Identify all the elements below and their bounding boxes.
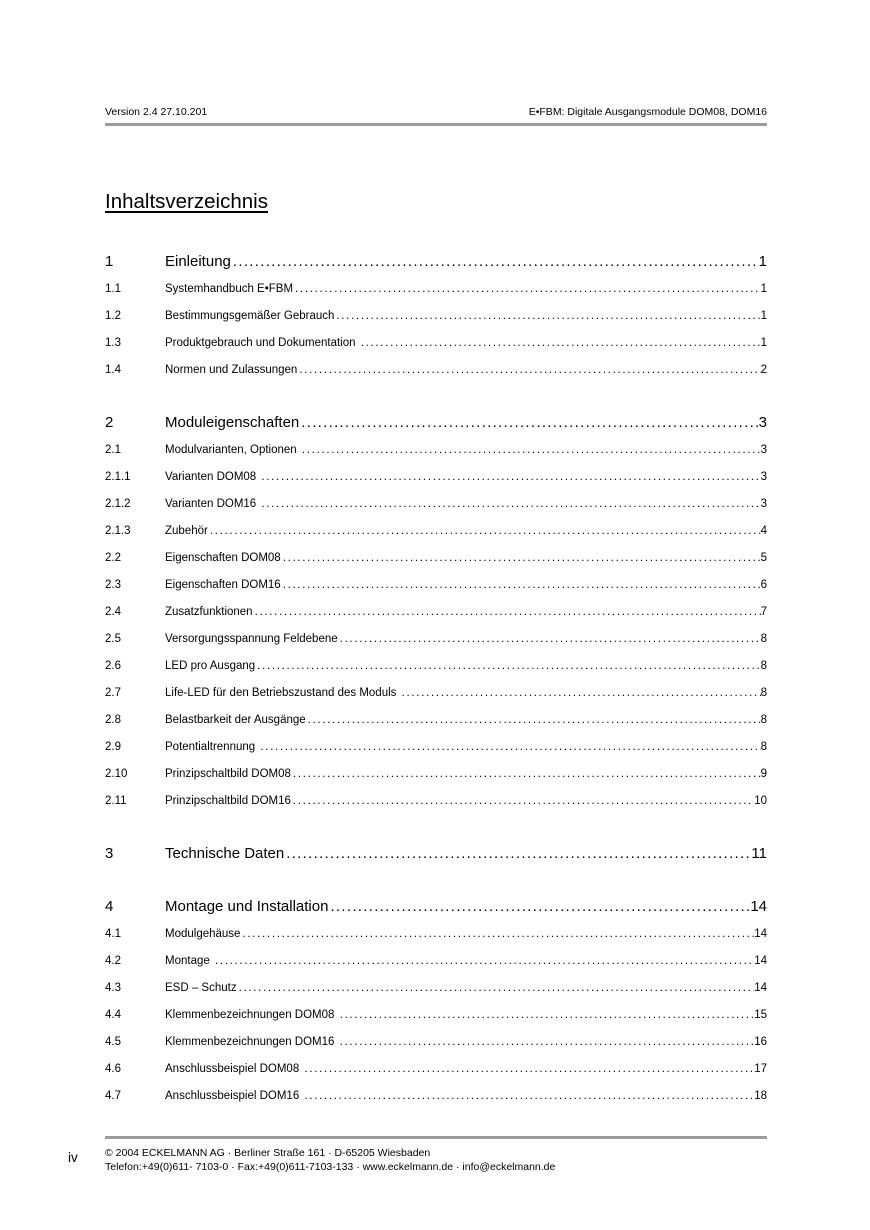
toc-entry-label: Bestimmungsgemäßer Gebrauch bbox=[165, 310, 335, 322]
toc-entry-number: 2.1.1 bbox=[105, 471, 131, 483]
dot-leader bbox=[299, 409, 758, 437]
toc-entry-label: ESD – Schutz bbox=[165, 982, 237, 994]
toc-entry-number: 2.3 bbox=[105, 579, 121, 591]
toc-entry-label: Technische Daten bbox=[165, 845, 285, 862]
toc-entry-number: 2.10 bbox=[105, 768, 128, 780]
toc-entry-label: Life-LED für den Betriebszustand des Moduls bbox=[165, 687, 400, 699]
toc-entry bbox=[105, 1002, 767, 1029]
page-number: iv bbox=[68, 1150, 78, 1165]
toc-entry-page: 14 bbox=[750, 898, 767, 915]
dot-leader bbox=[258, 734, 760, 761]
toc-entry-label: Varianten DOM08 bbox=[165, 471, 260, 483]
toc-entry-page: 14 bbox=[754, 928, 767, 940]
page-title: Inhaltsverzeichnis bbox=[105, 190, 268, 213]
toc-entry-number: 4.5 bbox=[105, 1036, 121, 1048]
toc-entry bbox=[105, 680, 767, 707]
toc-entry-number: 2.4 bbox=[105, 606, 121, 618]
toc-entry-label: Klemmenbezeichnungen DOM08 bbox=[165, 1009, 338, 1021]
dot-leader bbox=[237, 975, 755, 1002]
toc-entry-page: 8 bbox=[760, 687, 767, 699]
toc-entry-number: 2.1.2 bbox=[105, 498, 131, 510]
footer-contact-line: Telefon:+49(0)611- 7103-0 · Fax:+49(0)611-7103-133 · www.eckelmann.de · info@eckelmann.de bbox=[105, 1161, 556, 1173]
toc-entry-number: 1.2 bbox=[105, 310, 121, 322]
toc-entry-page: 8 bbox=[760, 633, 767, 645]
toc-entry-page: 8 bbox=[760, 741, 767, 753]
toc-entry-page: 3 bbox=[760, 471, 767, 483]
toc-entry-label: Zubehör bbox=[165, 525, 208, 537]
toc-entry-page: 15 bbox=[754, 1009, 767, 1021]
footer-rule bbox=[105, 1136, 767, 1139]
toc-entry-label: Modulvarianten, Optionen bbox=[165, 444, 300, 456]
dot-leader bbox=[291, 788, 754, 815]
header-document-title: E•FBM: Digitale Ausgangsmodule DOM08, DOM16 bbox=[528, 106, 767, 118]
dot-leader bbox=[208, 518, 761, 545]
toc-entry-label: Montage und Installation bbox=[165, 898, 329, 915]
dot-leader bbox=[306, 707, 761, 734]
toc-entry bbox=[105, 788, 767, 815]
toc-entry-label: LED pro Ausgang bbox=[165, 660, 256, 672]
toc-entry-number: 4.3 bbox=[105, 982, 121, 994]
toc-entry-number: 4.1 bbox=[105, 928, 121, 940]
toc-entry-page: 17 bbox=[754, 1063, 767, 1075]
toc-entry bbox=[105, 330, 767, 357]
dot-leader bbox=[334, 303, 760, 330]
toc-entry-number: 3 bbox=[105, 845, 114, 862]
toc-entry-label: Moduleigenschaften bbox=[165, 414, 300, 431]
toc-entry bbox=[105, 626, 767, 653]
toc-entry bbox=[105, 734, 767, 761]
toc-entry bbox=[105, 948, 767, 975]
toc-entry bbox=[105, 761, 767, 788]
toc-entry-page: 1 bbox=[758, 253, 767, 270]
dot-leader bbox=[240, 921, 754, 948]
toc-entry-number: 4.7 bbox=[105, 1090, 121, 1102]
toc-entry bbox=[105, 1083, 767, 1110]
dot-leader bbox=[338, 1002, 755, 1029]
toc-entry bbox=[105, 599, 767, 626]
toc-entry bbox=[105, 840, 767, 868]
toc-entry-page: 5 bbox=[760, 552, 767, 564]
toc-entry-number: 1.3 bbox=[105, 337, 121, 349]
dot-leader bbox=[281, 572, 761, 599]
toc-entry bbox=[105, 303, 767, 330]
toc-entry bbox=[105, 1029, 767, 1056]
toc-entry-page: 9 bbox=[760, 768, 767, 780]
toc-entry-page: 3 bbox=[760, 444, 767, 456]
header-rule bbox=[105, 123, 767, 126]
toc-entry-label: Systemhandbuch E•FBM bbox=[165, 283, 294, 295]
toc-entry-label: Produktgebrauch und Dokumentation bbox=[165, 337, 359, 349]
toc-entry-number: 2.9 bbox=[105, 741, 121, 753]
toc-entry-page: 1 bbox=[760, 337, 767, 349]
toc-entry bbox=[105, 357, 767, 384]
toc-entry-page: 14 bbox=[754, 982, 767, 994]
dot-leader bbox=[297, 357, 760, 384]
toc-entry-label: Prinzipschaltbild DOM08 bbox=[165, 768, 291, 780]
toc-entry-number: 2.1.3 bbox=[105, 525, 131, 537]
toc-entry-page: 16 bbox=[754, 1036, 767, 1048]
toc-entry-label: Varianten DOM16 bbox=[165, 498, 260, 510]
toc-entry-number: 2.11 bbox=[105, 795, 127, 807]
dot-leader bbox=[328, 893, 750, 921]
dot-leader bbox=[259, 491, 760, 518]
dot-leader bbox=[293, 276, 761, 303]
toc-entry-label: Eigenschaften DOM16 bbox=[165, 579, 281, 591]
dot-leader bbox=[400, 680, 761, 707]
toc-entry-number: 2.8 bbox=[105, 714, 121, 726]
toc-entry-number: 2.2 bbox=[105, 552, 121, 564]
dot-leader bbox=[231, 248, 759, 276]
toc-entry-page: 4 bbox=[760, 525, 767, 537]
toc-entry-number: 1 bbox=[105, 253, 114, 270]
dot-leader bbox=[213, 948, 754, 975]
toc-entry-number: 4 bbox=[105, 898, 114, 915]
toc-entry-label: Normen und Zulassungen bbox=[165, 364, 298, 376]
toc-entry-page: 2 bbox=[760, 364, 767, 376]
table-of-contents bbox=[105, 248, 767, 1110]
toc-entry bbox=[105, 653, 767, 680]
toc-entry-number: 2.6 bbox=[105, 660, 121, 672]
toc-entry bbox=[105, 464, 767, 491]
toc-entry bbox=[105, 276, 767, 303]
toc-entry bbox=[105, 572, 767, 599]
toc-entry-number: 2.7 bbox=[105, 687, 121, 699]
toc-entry-number: 1.4 bbox=[105, 364, 121, 376]
toc-entry-label: Einleitung bbox=[165, 253, 231, 270]
toc-entry bbox=[105, 975, 767, 1002]
footer-copyright-line: © 2004 ECKELMANN AG · Berliner Straße 161 · D-65205 Wiesbaden bbox=[105, 1147, 431, 1159]
toc-entry-page: 1 bbox=[760, 283, 767, 295]
toc-entry bbox=[105, 893, 767, 921]
dot-leader bbox=[259, 464, 760, 491]
toc-entry-label: Zusatzfunktionen bbox=[165, 606, 253, 618]
toc-entry-page: 8 bbox=[760, 714, 767, 726]
toc-entry bbox=[105, 1056, 767, 1083]
dot-leader bbox=[359, 330, 761, 357]
toc-entry-number: 2.1 bbox=[105, 444, 121, 456]
toc-entry-number: 2 bbox=[105, 414, 114, 431]
toc-entry-page: 8 bbox=[760, 660, 767, 672]
toc-entry-label: Modulgehäuse bbox=[165, 928, 241, 940]
page-footer bbox=[105, 1146, 555, 1174]
toc-entry-number: 4.4 bbox=[105, 1009, 121, 1021]
toc-entry-label: Klemmenbezeichnungen DOM16 bbox=[165, 1036, 338, 1048]
dot-leader bbox=[284, 840, 751, 868]
toc-entry-number: 2.5 bbox=[105, 633, 121, 645]
toc-entry-label: Eigenschaften DOM08 bbox=[165, 552, 281, 564]
toc-entry-label: Anschlussbeispiel DOM08 bbox=[165, 1063, 303, 1075]
dot-leader bbox=[281, 545, 761, 572]
toc-entry-number: 4.6 bbox=[105, 1063, 121, 1075]
toc-entry-page: 6 bbox=[760, 579, 767, 591]
toc-entry bbox=[105, 707, 767, 734]
dot-leader bbox=[253, 599, 761, 626]
toc-entry bbox=[105, 248, 767, 276]
toc-entry-page: 1 bbox=[760, 310, 767, 322]
toc-entry-label: Anschlussbeispiel DOM16 bbox=[165, 1090, 303, 1102]
toc-entry-label: Prinzipschaltbild DOM16 bbox=[165, 795, 291, 807]
page-header bbox=[105, 106, 767, 126]
toc-entry-page: 10 bbox=[754, 795, 767, 807]
toc-entry bbox=[105, 409, 767, 437]
toc-entry-page: 11 bbox=[751, 845, 767, 862]
toc-entry bbox=[105, 437, 767, 464]
toc-entry bbox=[105, 545, 767, 572]
toc-entry-number: 4.2 bbox=[105, 955, 121, 967]
dot-leader bbox=[300, 437, 761, 464]
toc-entry-page: 7 bbox=[760, 606, 767, 618]
toc-entry-label: Versorgungsspannung Feldebene bbox=[165, 633, 338, 645]
toc-entry-page: 18 bbox=[754, 1090, 767, 1102]
toc-entry-page: 3 bbox=[760, 498, 767, 510]
toc-entry-label: Belastbarkeit der Ausgänge bbox=[165, 714, 306, 726]
dot-leader bbox=[255, 653, 760, 680]
header-version-text: Version 2.4 27.10.201 bbox=[105, 106, 208, 118]
toc-entry bbox=[105, 921, 767, 948]
toc-entry bbox=[105, 518, 767, 545]
dot-leader bbox=[338, 626, 761, 653]
toc-entry-number: 1.1 bbox=[105, 283, 121, 295]
toc-entry bbox=[105, 491, 767, 518]
toc-entry-label: Potentialtrennung bbox=[165, 741, 259, 753]
dot-leader bbox=[302, 1083, 754, 1110]
dot-leader bbox=[338, 1029, 755, 1056]
toc-entry-label: Montage bbox=[165, 955, 213, 967]
toc-entry-page: 3 bbox=[758, 414, 767, 431]
dot-leader bbox=[291, 761, 761, 788]
toc-entry-page: 14 bbox=[754, 955, 767, 967]
dot-leader bbox=[302, 1056, 754, 1083]
